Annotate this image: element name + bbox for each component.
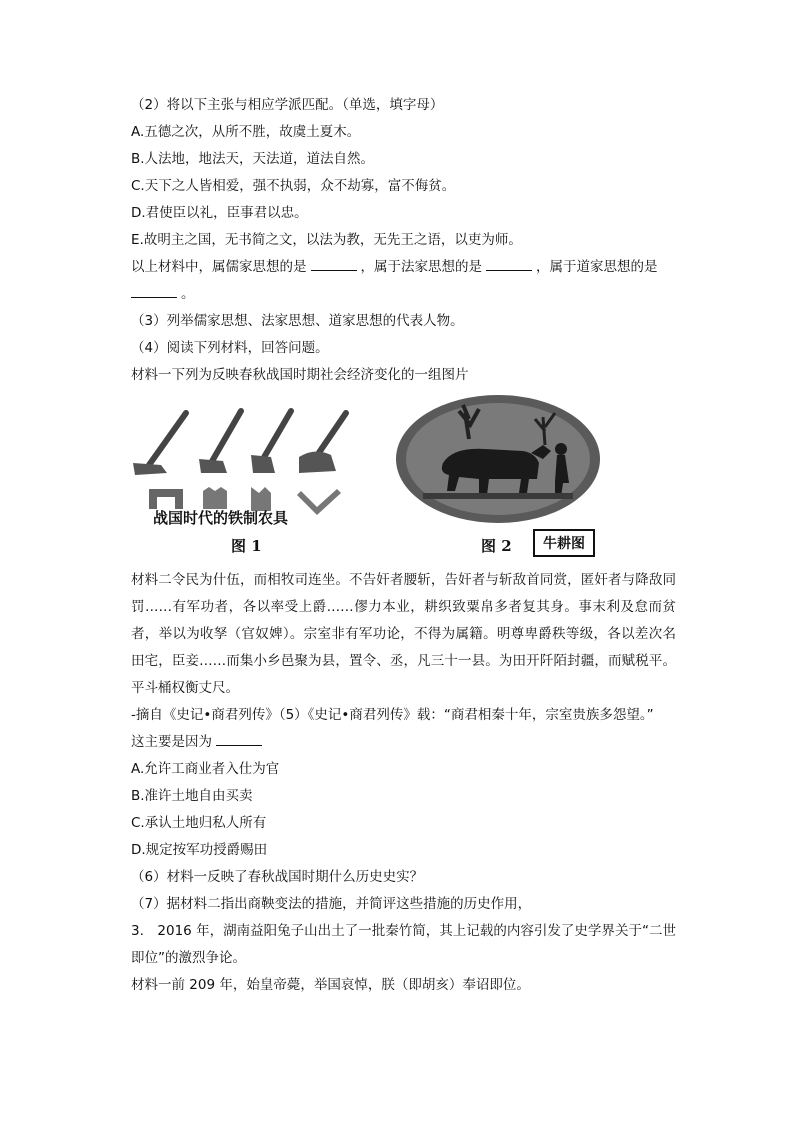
ox-plowing-image bbox=[393, 393, 603, 531]
question-4: （4）阅读下列材料，回答问题。 bbox=[131, 340, 329, 356]
blank-q5[interactable] bbox=[216, 731, 262, 746]
figure-1 bbox=[131, 393, 376, 563]
document-content bbox=[131, 92, 676, 999]
fill-in-line-2 bbox=[131, 281, 676, 308]
material-2-text: 材料二令民为什伍，而相牧司连坐。不告奸者腰斩，告奸者与斩敌首同赏，匿奸者与降敌同罚……有军功者，各以率受上爵……僇力本业，耕织致粟帛多者复其身。事末利及怠而贫者，举以为收孥（官奴婢）。宗室非有军功论，不得为属籍。明尊卑爵秩等级，各以差次名田宅，臣妾……而集小乡邑聚为县，置令、丞，凡三十一县。为田开阡陌封疆，而赋税平。平斗桶权衡丈尺。 bbox=[131, 572, 676, 696]
blank-legalist[interactable] bbox=[486, 256, 532, 271]
option-c: C.天下之人皆相爱，强不执弱，众不劫寡，富不侮贫。 bbox=[131, 178, 456, 194]
q5-option-a: A.允许工商业者入仕为官 bbox=[131, 761, 280, 777]
q5-prompt: 这主要是因为 bbox=[131, 734, 212, 750]
option-a: A.五德之次，从所不胜，故虞土夏木。 bbox=[131, 124, 361, 140]
question-3-material-1: 材料一前 209 年，始皇帝薨，举国哀悼，朕（即胡亥）奉诏即位。 bbox=[131, 977, 530, 993]
fill-end: 。 bbox=[181, 286, 195, 302]
figure-2 bbox=[393, 393, 613, 563]
figure-block bbox=[131, 393, 611, 563]
blank-confucian[interactable] bbox=[311, 256, 357, 271]
figure-1-label: 图 1 bbox=[231, 537, 262, 555]
option-d: D.君使臣以礼，臣事君以忠。 bbox=[131, 205, 308, 221]
figure-2-title-box: 牛耕图 bbox=[533, 529, 595, 557]
figure-2-label: 图 2 bbox=[481, 537, 512, 555]
question-7: （7）据材料二指出商鞅变法的措施，并简评这些措施的历史作用， bbox=[131, 896, 532, 912]
option-b: B.人法地，地法天，天法道，道法自然。 bbox=[131, 151, 375, 167]
question-3-main: 3. 2016 年，湖南益阳兔子山出土了一批秦竹简，其上记载的内容引发了史学界关于“二世即位”的激烈争论。 bbox=[131, 923, 676, 966]
material-1-intro: 材料一下列为反映春秋战国时期社会经济变化的一组图片 bbox=[131, 367, 469, 383]
fill-text-legalist: ，属于法家思想的是 bbox=[360, 259, 482, 275]
option-e: E.故明主之国，无书简之文，以法为教，无先王之语，以吏为师。 bbox=[131, 232, 522, 248]
fill-text-confucian: 以上材料中，属儒家思想的是 bbox=[131, 259, 307, 275]
fill-in-line bbox=[131, 254, 676, 281]
q5-prompt-line bbox=[131, 729, 676, 756]
blank-daoist[interactable] bbox=[131, 283, 177, 298]
question-3: （3）列举儒家思想、法家思想、道家思想的代表人物。 bbox=[131, 313, 464, 329]
material-2-source-q5: -摘自《史记•商君列传》（5）《史记•商君列传》载：“商君相秦十年，宗室贵族多怨望。” bbox=[131, 707, 654, 723]
q5-option-c: C.承认土地归私人所有 bbox=[131, 815, 267, 831]
fill-text-daoist: ，属于道家思想的是 bbox=[536, 259, 658, 275]
tools-caption: 战国时代的铁制农具 bbox=[153, 509, 289, 527]
q5-option-d: D.规定按军功授爵赐田 bbox=[131, 842, 268, 858]
question-2-title: （2）将以下主张与相应学派匹配。（单选，填字母） bbox=[131, 97, 444, 113]
q5-option-b: B.准许土地自由买卖 bbox=[131, 788, 253, 804]
question-6: （6）材料一反映了春秋战国时期什么历史史实？ bbox=[131, 869, 424, 885]
